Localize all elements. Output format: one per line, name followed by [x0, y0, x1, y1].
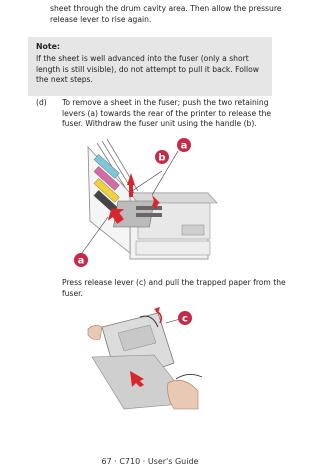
step-text: To remove a sheet in the fuser; push the two retaining levers (a) towards the rear of the printer to release the fuser. Withdraw the fuser unit using the handle (b). — [62, 98, 272, 128]
callout-a2: a — [77, 255, 85, 267]
note-title: Note: — [36, 42, 61, 51]
printer-fuser-illustration — [72, 133, 220, 273]
note-box — [28, 37, 272, 96]
callout-b: b — [158, 152, 166, 164]
note-text: If the sheet is well advanced into the fuser (only a short length is still visible), do not attempt to pull it back. Follow the next steps. — [36, 54, 259, 84]
callout-a: a — [180, 140, 188, 152]
page-footer: 67 · C710 · User's Guide — [101, 457, 199, 466]
step-label: (d) — [36, 98, 47, 107]
callout-c: c — [182, 313, 188, 325]
paragraph-mid: Press release lever (c) and pull the trapped paper from the fuser. — [62, 278, 286, 298]
fuser-paper-illustration — [80, 305, 210, 417]
paragraph-top: sheet through the drum cavity area. Then allow the pressure release lever to rise again. — [50, 4, 282, 24]
